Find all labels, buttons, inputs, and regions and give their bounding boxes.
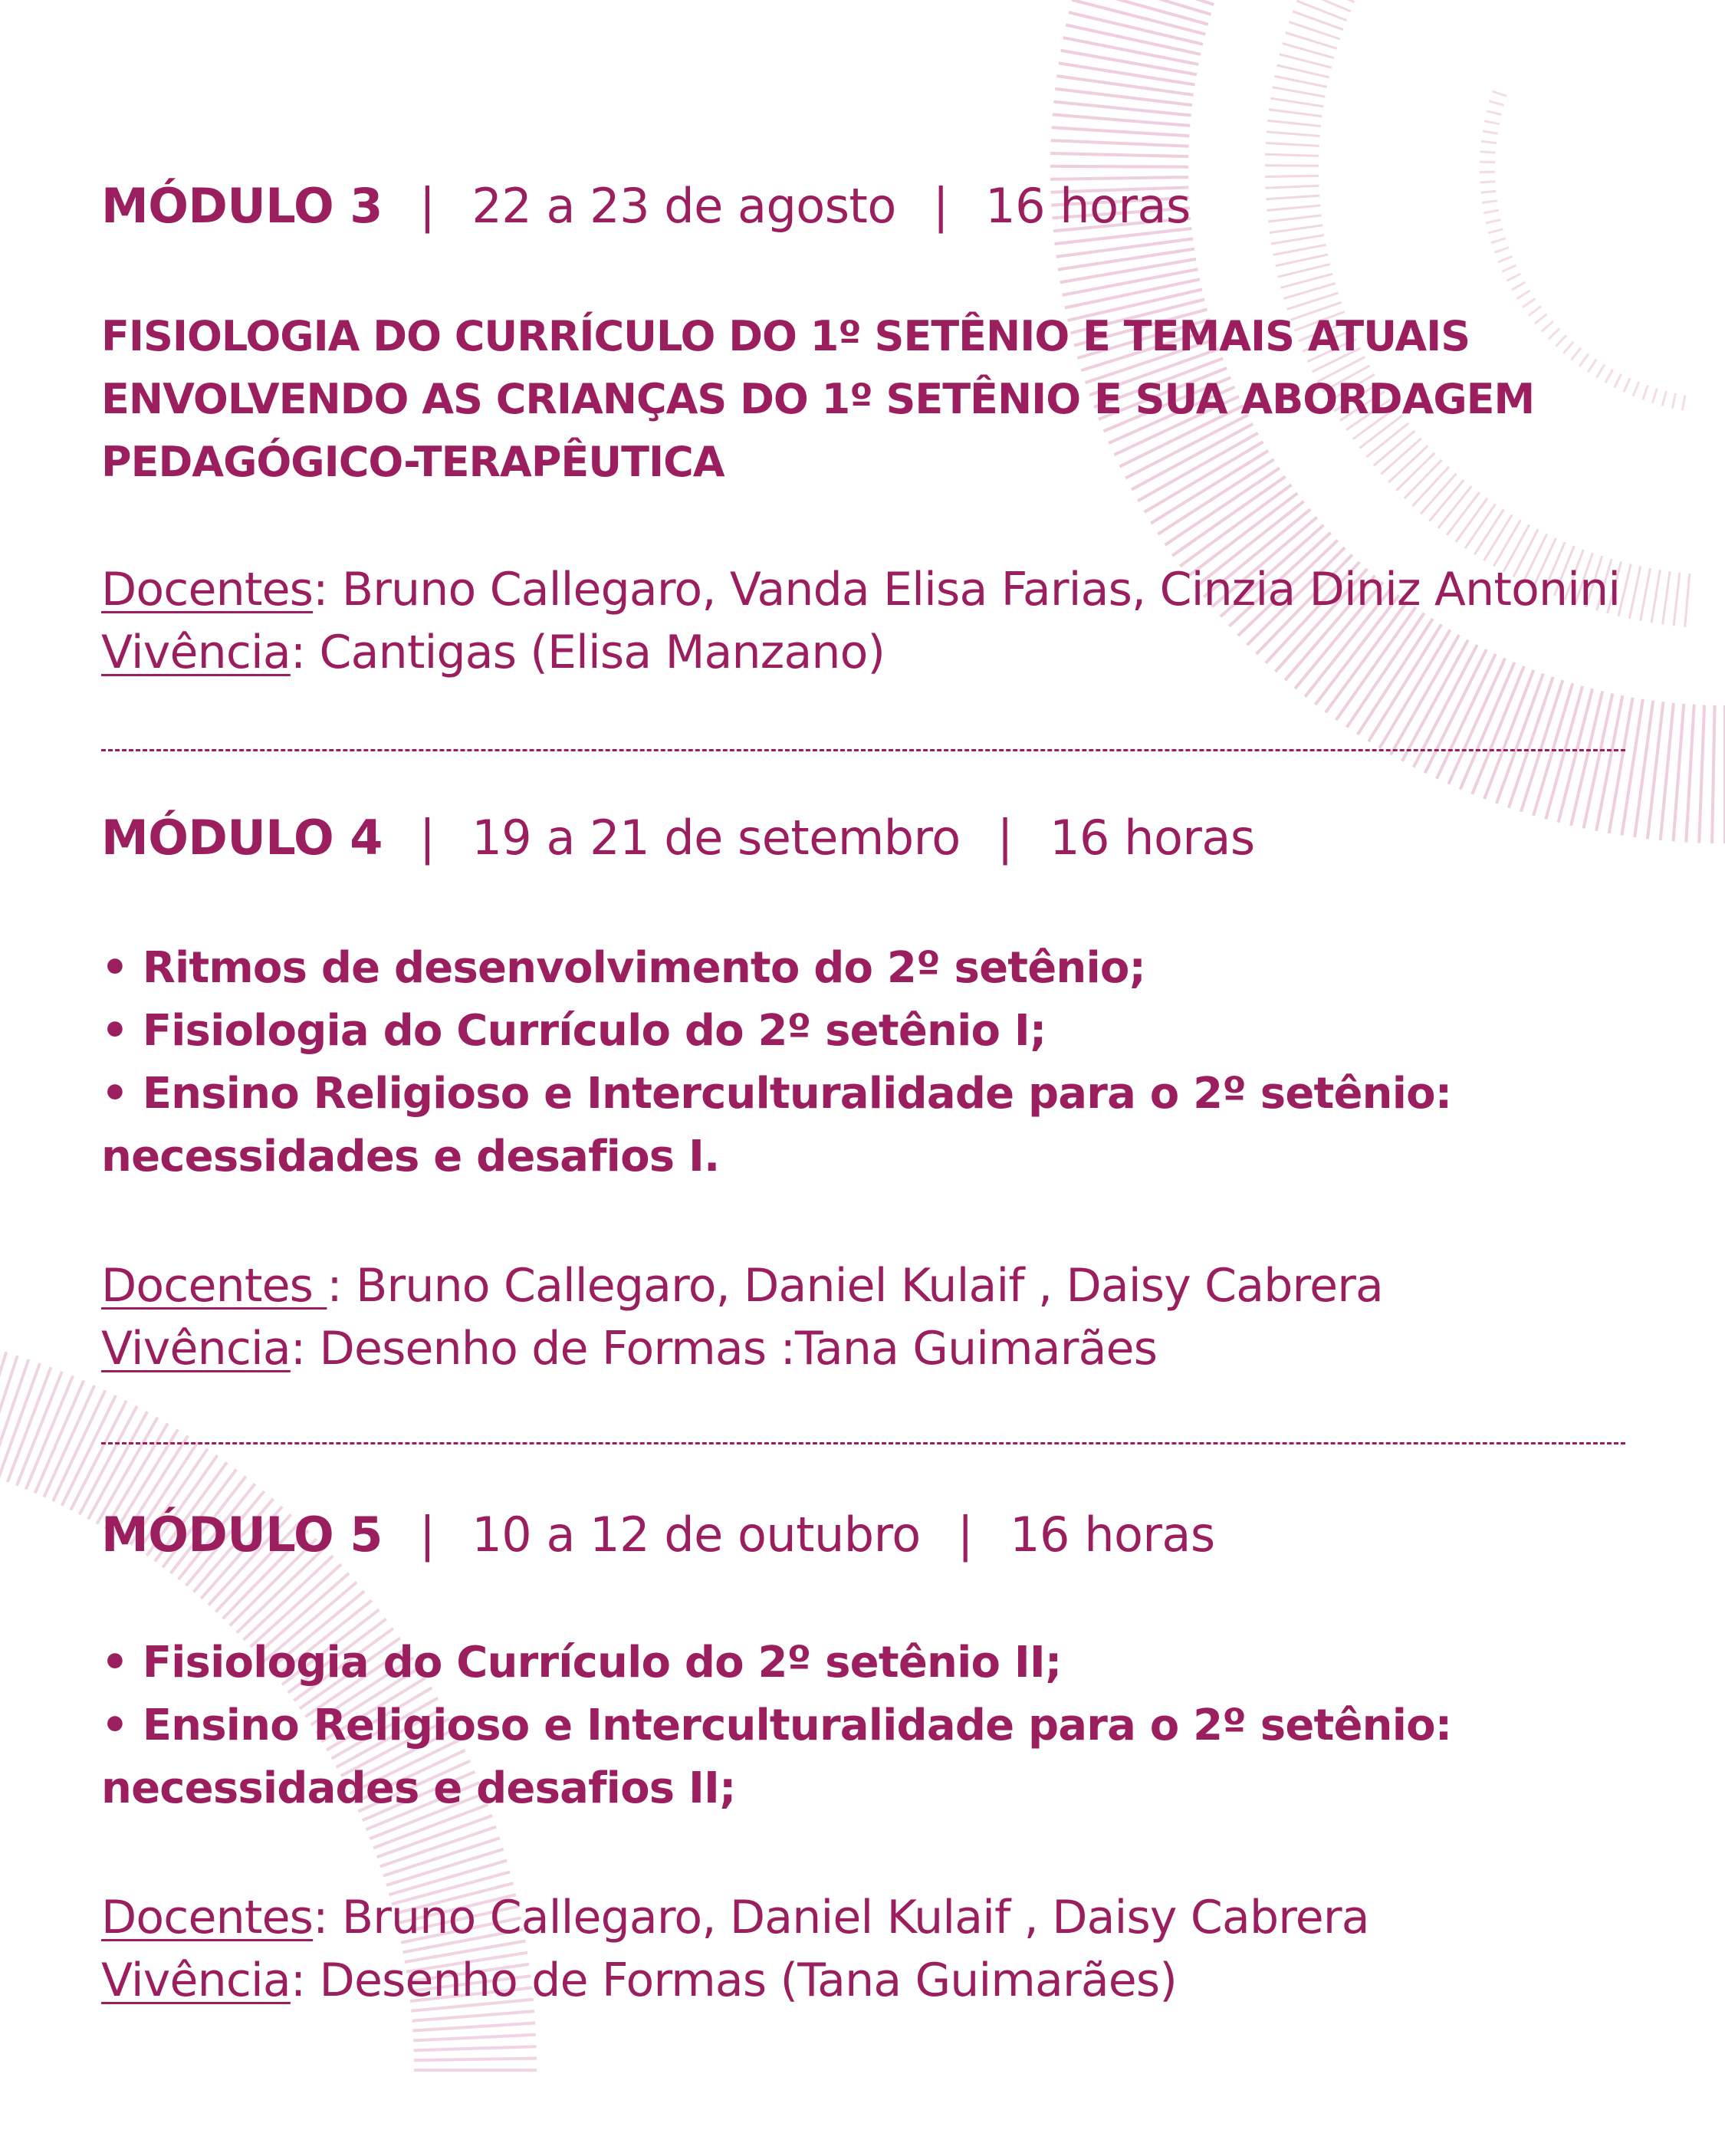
vivencia-line [101,621,1620,684]
module-4-people [101,1254,1383,1380]
module-title: MÓDULO 3 [101,178,383,234]
topic-line: • Ensino Religioso e Interculturalidade para o 2º setênio: [101,1069,1452,1119]
separator: | [419,1507,435,1563]
module-5-topics [101,1632,1451,1820]
module-dates: 10 a 12 de outubro [472,1507,921,1563]
separator: | [957,1507,974,1563]
module-3-header [101,178,1191,234]
vivencia-line [101,1949,1369,2012]
topic-line: FISIOLOGIA DO CURRÍCULO DO 1º SETÊNIO E TEMAIS ATUAIS [101,312,1470,360]
topic-line: PEDAGÓGICO-TERAPÊUTICA [101,438,724,486]
docentes-value: : Bruno Callegaro, Daniel Kulaif , Daisy Cabrera [313,1891,1369,1944]
topic-line: • Ensino Religioso e Interculturalidade para o 2º setênio: [101,1701,1452,1750]
docentes-line [101,1886,1369,1949]
topic-line: necessidades e desafios I. [101,1132,720,1182]
module-title: MÓDULO 5 [101,1507,383,1563]
docentes-value: : Bruno Callegaro, Daniel Kulaif , Daisy Cabrera [327,1259,1384,1313]
separator: | [932,178,949,234]
module-title: MÓDULO 4 [101,810,383,866]
module-4-header [101,810,1255,866]
separator: | [419,178,435,234]
topic-line: • Fisiologia do Currículo do 2º setênio I; [101,1006,1046,1056]
module-3-people [101,558,1620,684]
vivencia-value: : Desenho de Formas :Tana Guimarães [290,1322,1158,1375]
vivencia-value: : Desenho de Formas (Tana Guimarães) [290,1954,1177,2007]
docentes-label: Docentes [101,563,314,616]
topic-line: necessidades e desafios II; [101,1763,736,1813]
docentes-label: Docentes [101,1259,327,1313]
module-4-topics [101,937,1451,1188]
topic-line: • Ritmos de desenvolvimento do 2º setênio; [101,943,1146,993]
vivencia-value: : Cantigas (Elisa Manzano) [290,626,886,679]
module-hours: 16 horas [985,178,1191,234]
topic-line: • Fisiologia do Currículo do 2º setênio II; [101,1638,1062,1688]
vivencia-label: Vivência [101,626,291,679]
section-divider [101,749,1625,751]
vivencia-label: Vivência [101,1954,291,2007]
module-dates: 22 a 23 de agosto [472,178,896,234]
vivencia-label: Vivência [101,1322,291,1375]
docentes-value: : Bruno Callegaro, Vanda Elisa Farias, Cinzia Diniz Antonini [313,563,1621,616]
module-hours: 16 horas [1010,1507,1215,1563]
section-divider [101,1442,1625,1444]
separator: | [997,810,1014,866]
module-5-people [101,1886,1369,2012]
docentes-line [101,1254,1383,1317]
docentes-line [101,558,1620,621]
docentes-label: Docentes [101,1891,314,1944]
separator: | [419,810,435,866]
module-hours: 16 horas [1050,810,1255,866]
topic-line: ENVOLVENDO AS CRIANÇAS DO 1º SETÊNIO E SUA ABORDAGEM [101,375,1535,423]
module-5-header [101,1507,1215,1563]
vivencia-line [101,1317,1383,1380]
module-3-topics [101,305,1534,494]
module-dates: 19 a 21 de setembro [472,810,961,866]
